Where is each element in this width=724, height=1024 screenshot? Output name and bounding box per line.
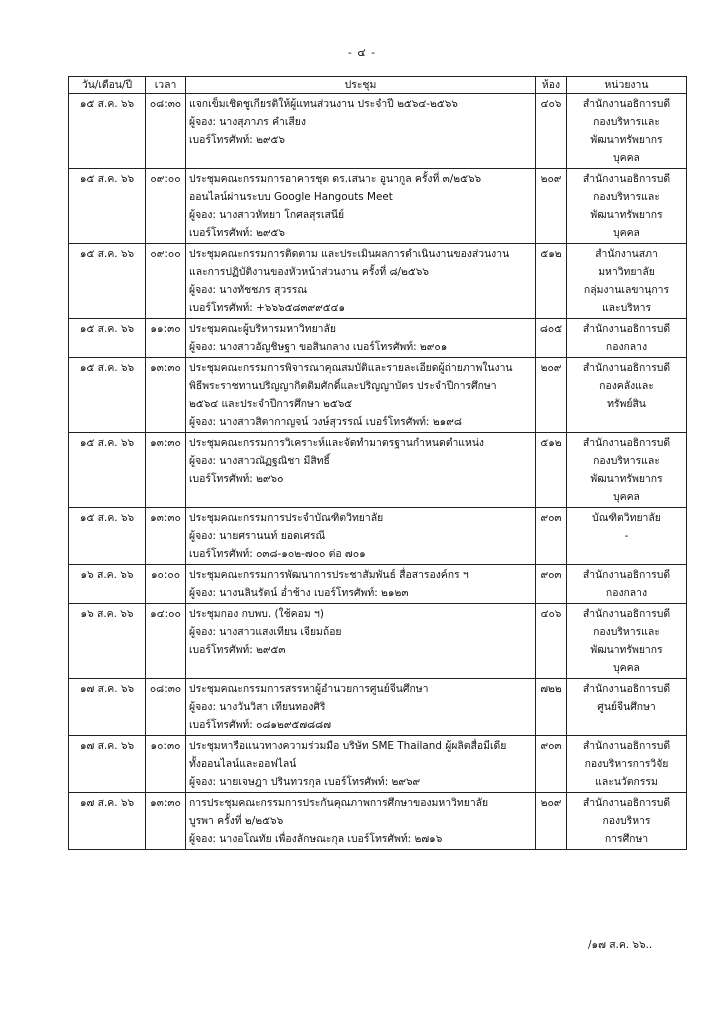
meeting-detail-line: ผู้จอง: นางทัชชภร สุวรรณ: [189, 284, 307, 296]
table-row: [69, 358, 687, 433]
unit-line: บุคคล: [613, 227, 640, 239]
row-meeting-details: [186, 358, 536, 433]
unit-line: สำนักงานอธิการบดี: [582, 608, 671, 620]
row-unit: [567, 244, 687, 319]
row-room: ๔๐๖: [536, 604, 567, 679]
row-date: ๑๕ ส.ค. ๖๖: [69, 508, 146, 565]
row-room: ๕๑๒: [536, 244, 567, 319]
unit-line: สำนักงานอธิการบดี: [582, 437, 671, 449]
row-unit: [567, 319, 687, 358]
row-date: ๑๕ ส.ค. ๖๖: [69, 94, 146, 169]
row-time: ๐๙:๐๐: [146, 244, 186, 319]
row-room: ๒๐๙: [536, 358, 567, 433]
meeting-detail-line: ผู้จอง: นางสาวแสงเทียน เจียมถ้อย: [189, 626, 342, 638]
meeting-detail-line: เบอร์โทรศัพท์: ๐๘๑๒๙๕๗๘๘๗: [189, 719, 332, 731]
row-room: ๒๐๙: [536, 169, 567, 244]
row-meeting-details: [186, 169, 536, 244]
unit-line: และบริหาร: [601, 302, 652, 314]
row-meeting-details: [186, 679, 536, 736]
unit-line: สำนักงานอธิการบดี: [582, 797, 671, 809]
unit-line: กองบริหารการวิจัย: [584, 758, 669, 770]
table-row: [69, 94, 687, 169]
row-unit: [567, 508, 687, 565]
meeting-detail-line: เบอร์โทรศัพท์: ๐๓๘-๑๐๒-๗๐๐ ต่อ ๗๐๑: [189, 548, 366, 560]
unit-line: กองคลังและ: [599, 380, 654, 392]
meeting-title-line: ประชุมคณะกรรมการติดตาม และประเมินผลการดำเนินงานของส่วนงาน: [189, 248, 510, 260]
row-time: ๑๔:๐๐: [146, 604, 186, 679]
meeting-title-line: ประชุมกอง กบพบ. (ใช้คอม ฯ): [189, 608, 324, 620]
header-date: วัน/เดือน/ปี: [69, 77, 146, 94]
row-date: ๑๕ ส.ค. ๖๖: [69, 169, 146, 244]
row-date: ๑๕ ส.ค. ๖๖: [69, 358, 146, 433]
row-meeting-details: [186, 508, 536, 565]
table-row: [69, 604, 687, 679]
meeting-detail-line: เบอร์โทรศัพท์: ๒๙๕๖: [189, 227, 285, 239]
meeting-detail-line: ผู้จอง: นายเจษฎา ปรินทวรกุล เบอร์โทรศัพท์: ๒๙๖๙: [189, 776, 421, 788]
unit-line: กองกลาง: [605, 341, 648, 353]
header-meeting: ประชุม: [186, 77, 536, 94]
meeting-detail-line: ผู้จอง: นางสุภาภร คำเสียง: [189, 116, 306, 128]
row-unit: [567, 604, 687, 679]
row-unit: [567, 94, 687, 169]
unit-line: บุคคล: [613, 662, 640, 674]
row-unit: [567, 565, 687, 604]
table-row: [69, 679, 687, 736]
meeting-title-line: การประชุมคณะกรรมการประกันคุณภาพการศึกษาของมหาวิทยาลัย: [189, 797, 489, 809]
meeting-detail-line: ออนไลน์ผ่านระบบ Google Hangouts Meet: [189, 191, 393, 203]
unit-line: กองบริหารและ: [593, 626, 660, 638]
meeting-schedule-table: [68, 76, 687, 850]
row-meeting-details: [186, 433, 536, 508]
row-meeting-details: [186, 94, 536, 169]
row-date: ๑๕ ส.ค. ๖๖: [69, 319, 146, 358]
unit-line: สำนักงานอธิการบดี: [582, 362, 671, 374]
unit-line: พัฒนาทรัพยากร: [590, 209, 663, 221]
row-room: ๔๐๖: [536, 94, 567, 169]
row-unit: [567, 169, 687, 244]
unit-line: กองบริหารและ: [593, 191, 660, 203]
meeting-detail-line: ผู้จอง: นางสาวสิตากาญจน์ วงษ์สุวรรณ์ เบอร์โทรศัพท์: ๒๑๙๘: [189, 416, 462, 428]
row-meeting-details: [186, 244, 536, 319]
unit-line: กองบริหารและ: [593, 455, 660, 467]
row-room: ๙๐๓: [536, 508, 567, 565]
row-room: ๒๐๙: [536, 793, 567, 850]
meeting-title-line: ประชุมคณะกรรมการพิจารณาคุณสมบัติและรายละเอียดผู้ถ่ายภาพในงาน: [189, 362, 513, 374]
table-row: [69, 433, 687, 508]
unit-line: สำนักงานอธิการบดี: [582, 683, 671, 695]
row-time: ๐๙:๐๐: [146, 169, 186, 244]
meeting-detail-line: ผู้จอง: นางสาวณัฏฐณิชา มีสิทธิ์: [189, 455, 330, 467]
table-body: [69, 94, 687, 850]
unit-line: สำนักงานอธิการบดี: [582, 323, 671, 335]
meeting-detail-line: เบอร์โทรศัพท์: ๒๙๕๓: [189, 644, 286, 656]
meeting-detail-line: ผู้จอง: นางวันวิสา เทียนทองศิริ: [189, 701, 326, 713]
meeting-title-line: ประชุมหารือแนวทางความร่วมมือ บริษัท SME Thailand ผู้ผลิตสื่อมีเดีย: [189, 740, 507, 752]
meeting-detail-line: ผู้จอง: นางนลินรัตน์ อ่ำช้าง เบอร์โทรศัพท์: ๒๑๒๓: [189, 587, 409, 599]
unit-line: สำนักงานอธิการบดี: [582, 569, 671, 581]
unit-line: พัฒนาทรัพยากร: [590, 644, 663, 656]
meeting-detail-line: ผู้จอง: นางสาวหัทยา โกศลสุรเสนีย์: [189, 209, 345, 221]
row-time: ๑๓:๓๐: [146, 793, 186, 850]
row-date: ๑๗ ส.ค. ๖๖: [69, 736, 146, 793]
row-time: ๑๐:๓๐: [146, 736, 186, 793]
row-unit: [567, 736, 687, 793]
meeting-detail-line: พิธีพระราชทานปริญญากิตติมศักดิ์และปริญญาบัตร ประจำปีการศึกษา: [189, 380, 497, 392]
header-room: ห้อง: [536, 77, 567, 94]
row-room: ๙๐๓: [536, 736, 567, 793]
row-unit: [567, 679, 687, 736]
meeting-title-line: แจกเข็มเชิดชูเกียรติให้ผู้แทนส่วนงาน ประจำปี ๒๕๖๔-๒๕๖๖: [189, 98, 458, 110]
meeting-title-line: ประชุมคณะผู้บริหารมหาวิทยาลัย: [189, 323, 336, 335]
meeting-detail-line: และการปฏิบัติงานของหัวหน้าส่วนงาน ครั้งที่ ๘/๒๕๖๖: [189, 266, 429, 278]
table-row: [69, 169, 687, 244]
table-row: [69, 508, 687, 565]
meeting-detail-line: ผู้จอง: นางอโณทัย เพื่องลักษณะกุล เบอร์โทรศัพท์: ๒๗๑๖: [189, 833, 443, 845]
table-row: [69, 793, 687, 850]
row-time: ๑๓:๓๐: [146, 508, 186, 565]
unit-line: สำนักงานสภา: [595, 248, 658, 260]
unit-line: บุคคล: [613, 152, 640, 164]
row-meeting-details: [186, 565, 536, 604]
unit-line: ศูนย์จีนศึกษา: [597, 701, 656, 713]
unit-line: มหาวิทยาลัย: [598, 266, 655, 278]
table-header-row: [69, 77, 687, 94]
meeting-detail-line: บูรพา ครั้งที่ ๒/๒๕๖๖: [189, 815, 284, 827]
table-row: [69, 244, 687, 319]
row-meeting-details: [186, 736, 536, 793]
unit-line: -: [624, 530, 629, 542]
row-time: ๑๓:๓๐: [146, 358, 186, 433]
unit-line: และนวัตกรรม: [595, 776, 658, 788]
row-time: ๑๐:๐๐: [146, 565, 186, 604]
row-time: ๑๓:๓๐: [146, 433, 186, 508]
meeting-detail-line: เบอร์โทรศัพท์: ๒๙๕๖: [189, 134, 285, 146]
meeting-detail-line: เบอร์โทรศัพท์: +๖๖๖๕๘๓๙๙๕๔๑: [189, 302, 346, 314]
row-time: ๐๘:๓๐: [146, 94, 186, 169]
row-unit: [567, 433, 687, 508]
unit-line: พัฒนาทรัพยากร: [590, 473, 663, 485]
row-time: ๐๘:๓๐: [146, 679, 186, 736]
unit-line: สำนักงานอธิการบดี: [582, 740, 671, 752]
unit-line: บัณฑิตวิทยาลัย: [592, 512, 661, 524]
meeting-title-line: ประชุมคณะกรรมการอาคารชุด ดร.เสนาะ อูนากูล ครั้งที่ ๓/๒๕๖๖: [189, 173, 482, 185]
row-room: ๘๐๕: [536, 319, 567, 358]
unit-line: สำนักงานอธิการบดี: [582, 173, 671, 185]
unit-line: สำนักงานอธิการบดี: [582, 98, 671, 110]
header-unit: หน่วยงาน: [567, 77, 687, 94]
meeting-title-line: ประชุมคณะกรรมการสรรหาผู้อำนวยการศูนย์จีนศึกษา: [189, 683, 429, 695]
unit-line: กองกลาง: [605, 587, 648, 599]
meeting-detail-line: ๒๕๖๔ และประจำปีการศึกษา ๒๕๖๕: [189, 398, 353, 410]
meeting-detail-line: ผู้จอง: นายศรานนท์ ยอดเศรณี: [189, 530, 326, 542]
row-room: ๙๐๓: [536, 565, 567, 604]
header-time: เวลา: [146, 77, 186, 94]
meeting-detail-line: ผู้จอง: นางสาวอัญชิษฐา ขอสินกลาง เบอร์โทรศัพท์: ๒๙๐๑: [189, 341, 448, 353]
row-date: ๑๕ ส.ค. ๖๖: [69, 433, 146, 508]
unit-line: การศึกษา: [604, 833, 649, 845]
unit-line: กองบริหาร: [602, 815, 651, 827]
table-row: [69, 319, 687, 358]
unit-line: ทรัพย์สิน: [607, 398, 646, 410]
row-meeting-details: [186, 793, 536, 850]
meeting-detail-line: เบอร์โทรศัพท์: ๒๙๖๐: [189, 473, 284, 485]
row-date: ๑๗ ส.ค. ๖๖: [69, 679, 146, 736]
next-page-marker: /๑๗ ส.ค. ๖๖..: [588, 939, 653, 951]
row-date: ๑๖ ส.ค. ๖๖: [69, 604, 146, 679]
page-number: - ๔ -: [347, 46, 377, 59]
table-row: [69, 736, 687, 793]
row-time: ๑๑:๓๐: [146, 319, 186, 358]
row-date: ๑๕ ส.ค. ๖๖: [69, 244, 146, 319]
row-room: ๕๑๒: [536, 433, 567, 508]
meeting-detail-line: ทั้งออนไลน์และออฟไลน์: [189, 758, 297, 770]
row-unit: [567, 793, 687, 850]
unit-line: บุคคล: [613, 491, 640, 503]
meeting-title-line: ประชุมคณะกรรมการวิเคราะห์และจัดทำมาตรฐานกำหนดตำแหน่ง: [189, 437, 485, 449]
row-date: ๑๖ ส.ค. ๖๖: [69, 565, 146, 604]
row-date: ๑๗ ส.ค. ๖๖: [69, 793, 146, 850]
meeting-title-line: ประชุมคณะกรรมการพัฒนาการประชาสัมพันธ์ สื่อสารองค์กร ฯ: [189, 569, 469, 581]
meeting-title-line: ประชุมคณะกรรมการประจำบัณฑิตวิทยาลัย: [189, 512, 384, 524]
row-unit: [567, 358, 687, 433]
unit-line: กองบริหารและ: [593, 116, 660, 128]
unit-line: พัฒนาทรัพยากร: [590, 134, 663, 146]
row-meeting-details: [186, 319, 536, 358]
row-room: ๗๒๒: [536, 679, 567, 736]
table-row: [69, 565, 687, 604]
unit-line: กลุ่มงานเลขานุการ: [583, 284, 670, 296]
row-meeting-details: [186, 604, 536, 679]
